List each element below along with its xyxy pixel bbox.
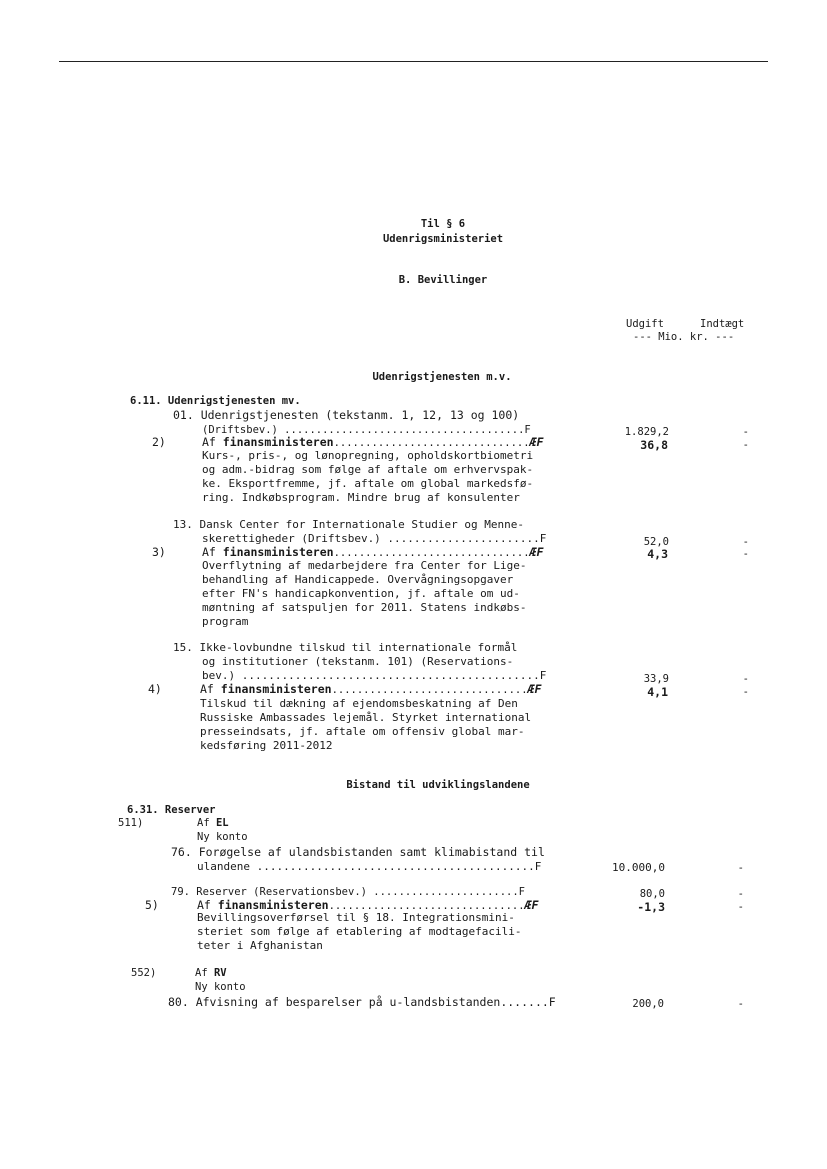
item-13-desc-5: program (202, 615, 249, 628)
item-01-desc-2: og adm.-bidrag som følge af aftale om erhvervspak- (202, 463, 534, 476)
item-15-line2: bev.) .............................................F (202, 669, 547, 682)
af5-line: Af finansministeren...............................ÆF (197, 898, 539, 912)
item-15-desc-1: Tilskud til dækning af ejendomsbeskatning af Den (200, 697, 518, 710)
item-15-desc-3: presseindsats, jf. aftale om offensiv global mar- (200, 725, 525, 738)
footnote-511: 511) (118, 817, 144, 829)
item-76-indtaegt: - (737, 862, 744, 874)
desc5-2: steriet som følge af etablering af modtagefacili- (197, 925, 522, 938)
col-header-udgift: Udgift (626, 318, 664, 330)
ny-konto-2: Ny konto (195, 981, 246, 993)
item-01-desc-4: ring. Indkøbsprogram. Mindre brug af konsulenter (202, 491, 520, 504)
footnote-3: 3) (152, 545, 166, 559)
item-01-af-udgift: 36,8 (640, 438, 668, 452)
footnote-2: 2) (152, 435, 166, 449)
item-15-desc-4: kedsføring 2011-2012 (200, 739, 333, 752)
item-01-desc-1: Kurs-, pris-, og lønopregning, opholdskortbiometri (202, 449, 534, 462)
item-13-desc-3: efter FN's handicapkonvention, jf. aftale om ud- (202, 587, 520, 600)
item-13-desc-1: Overflytning af medarbejdere fra Center for Lige- (202, 559, 527, 572)
item-13-line1: 13. Dansk Center for Internationale Studier og Menne- (173, 518, 524, 531)
item-15-desc-2: Russiske Ambassades lejemål. Styrket international (200, 711, 532, 724)
item-79-udgift: 80,0 (639, 888, 665, 900)
col-header-unit: --- Mio. kr. --- (633, 331, 735, 343)
ny-konto-1: Ny konto (197, 831, 248, 843)
item-13-udgift: 52,0 (643, 536, 669, 548)
desc5-1: Bevillingsoverførsel til § 18. Integrationsmini- (197, 911, 515, 924)
item-15-line1: 15. Ikke-lovbundne tilskud til internationale formål (173, 641, 518, 654)
part-heading: B. Bevillinger (398, 274, 488, 286)
af-rv-line: Af RV (195, 967, 227, 979)
item-13-line2: skerettigheder (Driftsbev.) .......................F (202, 532, 547, 545)
section-heading: Til § 6 (420, 218, 466, 230)
item-15-af-line: Af finansministeren...............................ÆF (200, 682, 542, 696)
item-13-desc-2: behandling af Handicappede. Overvågningsopgaver (202, 573, 514, 586)
item-01-udgift: 1.829,2 (624, 426, 669, 438)
af5-udgift: -1,3 (637, 900, 665, 914)
group-title-bistand: Bistand til udviklingslandene (346, 779, 530, 791)
item-79-indtaegt: - (737, 888, 744, 900)
col-header-indtaegt: Indtægt (700, 318, 745, 330)
item-01-af-line: Af finansministeren...............................ÆF (202, 435, 544, 449)
footnote-552: 552) (131, 967, 157, 979)
af-el-line: Af EL (197, 817, 229, 829)
group-title-udenrigstjenesten: Udenrigstjenesten m.v. (372, 371, 512, 383)
item-15-udgift: 33,9 (643, 673, 669, 685)
item-80-indtaegt: - (737, 998, 744, 1010)
item-13-desc-4: møntning af satspuljen for 2011. Statens indkøbs- (202, 601, 527, 614)
item-80-line: 80. Afvisning af besparelser på u-landsbistanden.......F (168, 995, 556, 1009)
item-13-indtaegt: - (742, 536, 749, 548)
ministry-heading: Udenrigsministeriet (382, 233, 504, 245)
item-76-line2: ulandene ..........................................F (197, 860, 542, 873)
item-01-line1: 01. Udenrigstjenesten (tekstanm. 1, 12, 13 og 100) (173, 408, 520, 422)
item-13-af-udgift: 4,3 (647, 547, 668, 561)
item-13-af-line: Af finansministeren...............................ÆF (202, 545, 544, 559)
item-15-line1b: og institutioner (tekstanm. 101) (Reservations- (202, 655, 514, 668)
section-6-11-label: 6.11. Udenrigstjenesten mv. (130, 395, 301, 407)
footnote-5: 5) (145, 898, 159, 912)
item-01-desc-3: ke. Eksportfremme, jf. aftale om global markedsfø- (202, 477, 534, 490)
header-rule (59, 61, 768, 62)
item-15-indtaegt: - (742, 673, 749, 685)
af5-indtaegt: - (737, 901, 744, 913)
section-6-31-label: 6.31. Reserver (127, 804, 216, 816)
item-15-af-udgift: 4,1 (647, 685, 668, 699)
item-01-indtaegt: - (742, 426, 749, 438)
desc5-3: teter i Afghanistan (197, 939, 323, 952)
footnote-4: 4) (148, 682, 162, 696)
item-76-udgift: 10.000,0 (612, 861, 665, 874)
item-01-line2: (Driftsbev.) ......................................F (202, 424, 531, 436)
item-13-af-indtaegt: - (742, 548, 749, 560)
item-79-line: 79. Reserver (Reservationsbev.) .......................F (171, 886, 526, 898)
item-76-line1: 76. Forøgelse af ulandsbistanden samt klimabistand til (171, 845, 545, 859)
item-01-af-indtaegt: - (742, 439, 749, 451)
item-80-udgift: 200,0 (632, 998, 664, 1010)
item-15-af-indtaegt: - (742, 686, 749, 698)
